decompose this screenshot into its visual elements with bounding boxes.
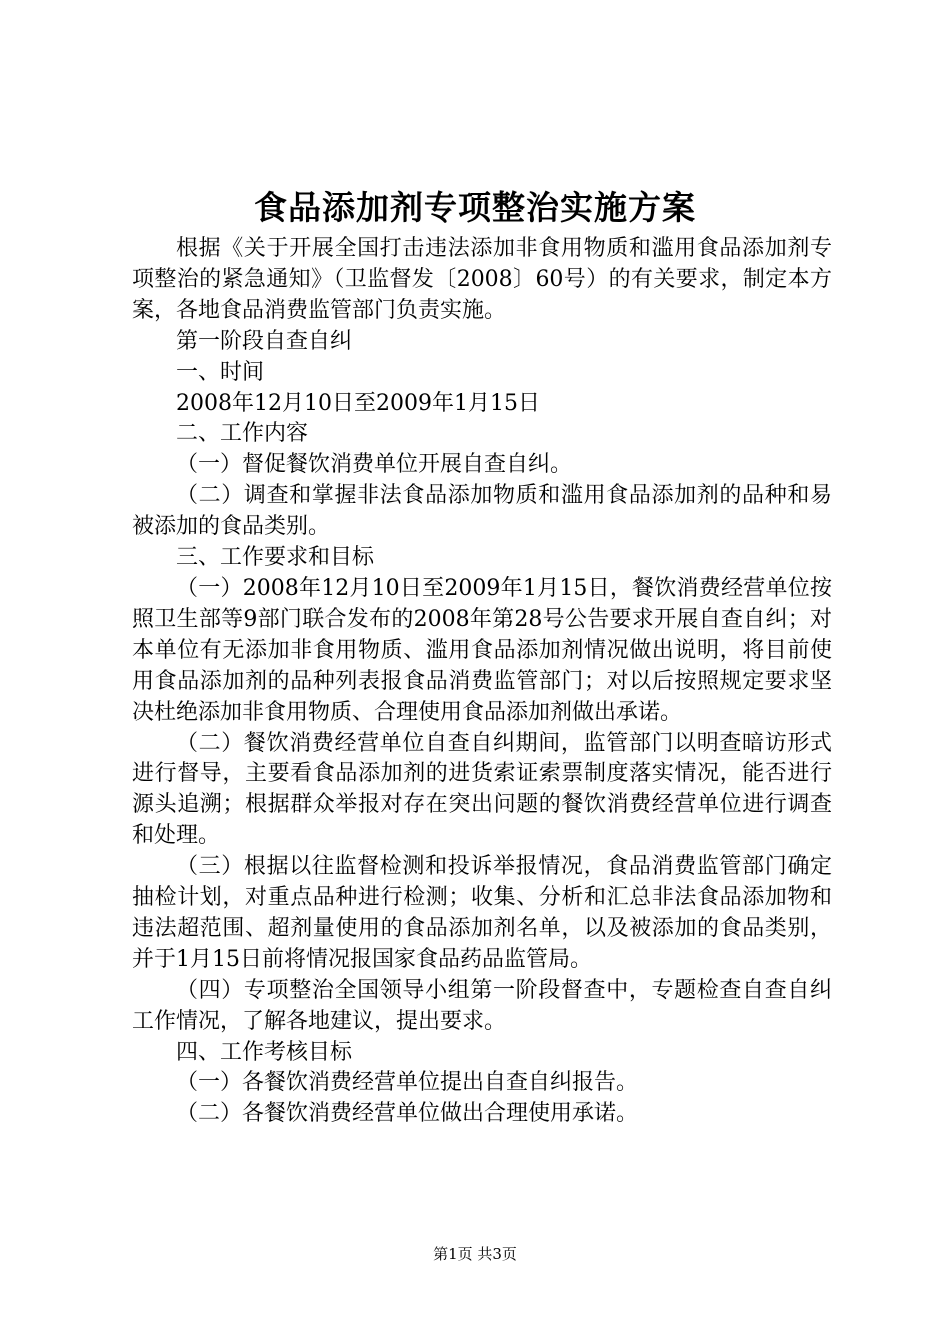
paragraph-requirement-2: （二）餐饮消费经营单位自查自纠期间，监管部门以明查暗访形式进行督导，主要看食品添加剂的进货索证索票制度落实情况，能否进行源头追溯；根据群众举报对存在突出问题的餐饮消费经营单位进行调查和处理。 — [132, 730, 832, 849]
paragraph-time-range: 2008年12月10日至2009年1月15日 — [176, 390, 540, 416]
paragraph-requirement-4: （四）专项整治全国领导小组第一阶段督查中，专题检查自查自纠工作情况，了解各地建议，提出要求。 — [132, 977, 832, 1034]
paragraph-stage-heading: 第一阶段自查自纠 — [176, 328, 353, 354]
document-body — [132, 234, 832, 1130]
page-number: 第1页 共3页 — [433, 1245, 517, 1263]
paragraph-requirements-heading: 三、工作要求和目标 — [176, 545, 375, 571]
paragraph-requirement-3: （三）根据以往监督检测和投诉举报情况，食品消费监管部门确定抽检计划，对重点品种进行检测；收集、分析和汇总非法食品添加物和违法超范围、超剂量使用的食品添加剂名单，以及被添加的食品类别，并于1月15日前将情况报国家食品药品监管局。 — [132, 854, 832, 972]
paragraph-content-item-2: （二）调查和掌握非法食品添加物质和滥用食品添加剂的品种和易被添加的食品类别。 — [132, 483, 832, 540]
paragraph-content-item-1: （一）督促餐饮消费单位开展自查自纠。 — [176, 452, 573, 478]
paragraph-requirement-1: （一）2008年12月10日至2009年1月15日，餐饮消费经营单位按照卫生部等9部门联合发布的2008年第28号公告要求开展自查自纠；对本单位有无添加非食用物质、滥用食品添加剂情况做出说明，将目前使用食品添加剂的品种列表报食品消费监管部门；对以后按照规定要求坚决杜绝添加非食用物质、合理使用食品添加剂做出承诺。 — [132, 575, 832, 725]
paragraph-assessment-2: （二）各餐饮消费经营单位做出合理使用承诺。 — [176, 1101, 639, 1127]
paragraph-assessment-1: （一）各餐饮消费经营单位提出自查自纠报告。 — [176, 1070, 639, 1096]
paragraph-assessment-heading: 四、工作考核目标 — [176, 1039, 353, 1065]
paragraph-content-heading: 二、工作内容 — [176, 421, 309, 447]
paragraph-intro: 根据《关于开展全国打击违法添加非食用物质和滥用食品添加剂专项整治的紧急通知》（卫监督发〔2008〕60号）的有关要求，制定本方案，各地食品消费监管部门负责实施。 — [132, 236, 832, 323]
document-title: 食品添加剂专项整治实施方案 — [254, 188, 696, 227]
paragraph-time-heading: 一、时间 — [176, 359, 265, 385]
